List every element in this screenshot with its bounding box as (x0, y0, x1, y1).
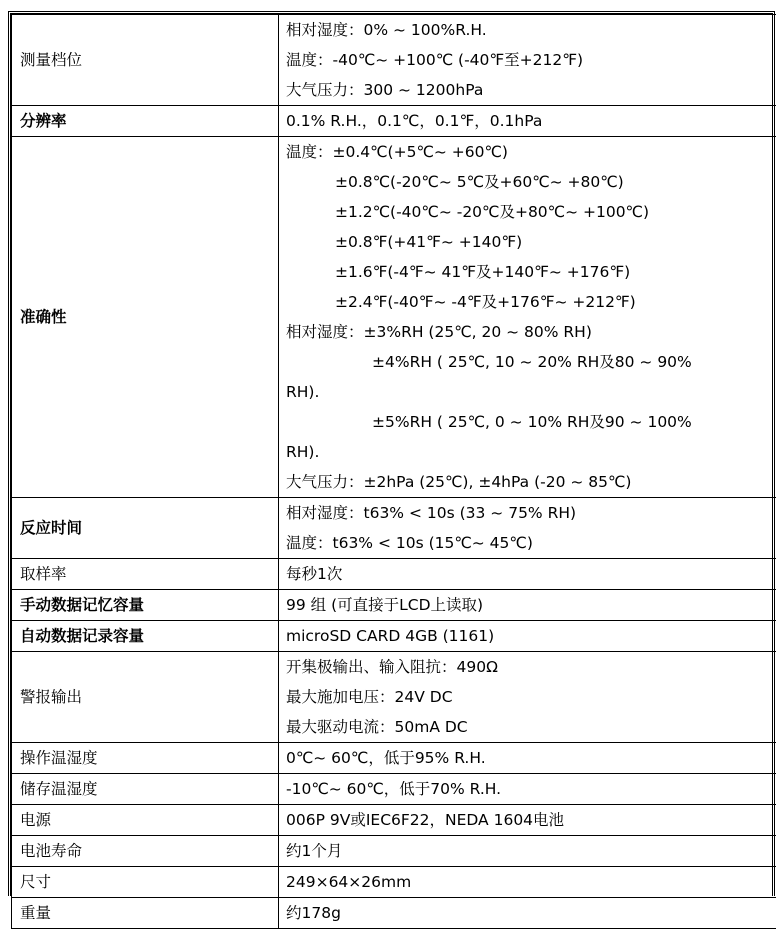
row-value: 相对湿度：t63% < 10s (33 ~ 75% RH) 温度：t63% < 10s (15℃~ 45℃) (279, 498, 776, 559)
table-row (12, 652, 776, 743)
row-label: 警报输出 (12, 652, 279, 743)
row-value: 开集极输出、输入阻抗：490Ω 最大施加电压：24V DC 最大驱动电流：50mA DC (279, 652, 776, 743)
row-label: 尺寸 (12, 867, 279, 898)
row-value: 99 组 (可直接于LCD上读取) (279, 590, 776, 621)
table-row (12, 867, 776, 898)
row-label: 重量 (12, 898, 279, 929)
table-row (12, 743, 776, 774)
table-row (12, 898, 776, 929)
row-label: 准确性 (12, 137, 279, 498)
row-value: 约178g (279, 898, 776, 929)
table-row (12, 621, 776, 652)
table-row (12, 15, 776, 106)
row-value: -10℃~ 60℃，低于70% R.H. (279, 774, 776, 805)
table-row (12, 774, 776, 805)
table-row (12, 106, 776, 137)
row-value: 每秒1次 (279, 559, 776, 590)
table-row (12, 137, 776, 498)
row-value: microSD CARD 4GB (1161) (279, 621, 776, 652)
table-row (12, 836, 776, 867)
row-label: 反应时间 (12, 498, 279, 559)
row-label: 储存温湿度 (12, 774, 279, 805)
row-label: 手动数据记忆容量 (12, 590, 279, 621)
row-value: 约1个月 (279, 836, 776, 867)
row-value: 0℃~ 60℃，低于95% R.H. (279, 743, 776, 774)
spec-table (11, 14, 776, 929)
row-value: 006P 9V或IEC6F22，NEDA 1604电池 (279, 805, 776, 836)
row-value: 相对湿度：0% ~ 100%R.H. 温度：-40℃~ +100℃ (-40℉至+212℉) 大气压力：300 ~ 1200hPa (279, 15, 776, 106)
row-value: 温度：±0.4℃(+5℃~ +60℃) ±0.8℃(-20℃~ 5℃及+60℃~ +80℃) ±1.2℃(-40℃~ -20℃及+80℃~ +100℃) ±0.8℉(+41℉~ +140℉) ±1.6℉(-4℉~ 41℉及+140℉~ +176℉) ±2.4℉(-40℉~ -4℉及+176℉~ +212℉) 相对湿度：±3%RH (25℃, 20 ~ 80% RH) ±4%RH ( 25℃, 10 ~ 20% RH及80 ~ 90% RH). ±5%RH ( 25℃, 0 ~ 10% RH及90 ~ 100% RH). 大气压力：±2hPa (25℃), ±4hPa (-20 ~ 85℃) (279, 137, 776, 498)
row-label: 电池寿命 (12, 836, 279, 867)
row-label: 测量档位 (12, 15, 279, 106)
table-row (12, 559, 776, 590)
row-label: 取样率 (12, 559, 279, 590)
table-row (12, 498, 776, 559)
row-label: 操作温湿度 (12, 743, 279, 774)
row-label: 自动数据记录容量 (12, 621, 279, 652)
row-value: 249×64×26mm (279, 867, 776, 898)
table-row (12, 590, 776, 621)
row-value: 0.1% R.H.，0.1℃，0.1℉，0.1hPa (279, 106, 776, 137)
row-label: 分辨率 (12, 106, 279, 137)
table-row (12, 805, 776, 836)
row-label: 电源 (12, 805, 279, 836)
